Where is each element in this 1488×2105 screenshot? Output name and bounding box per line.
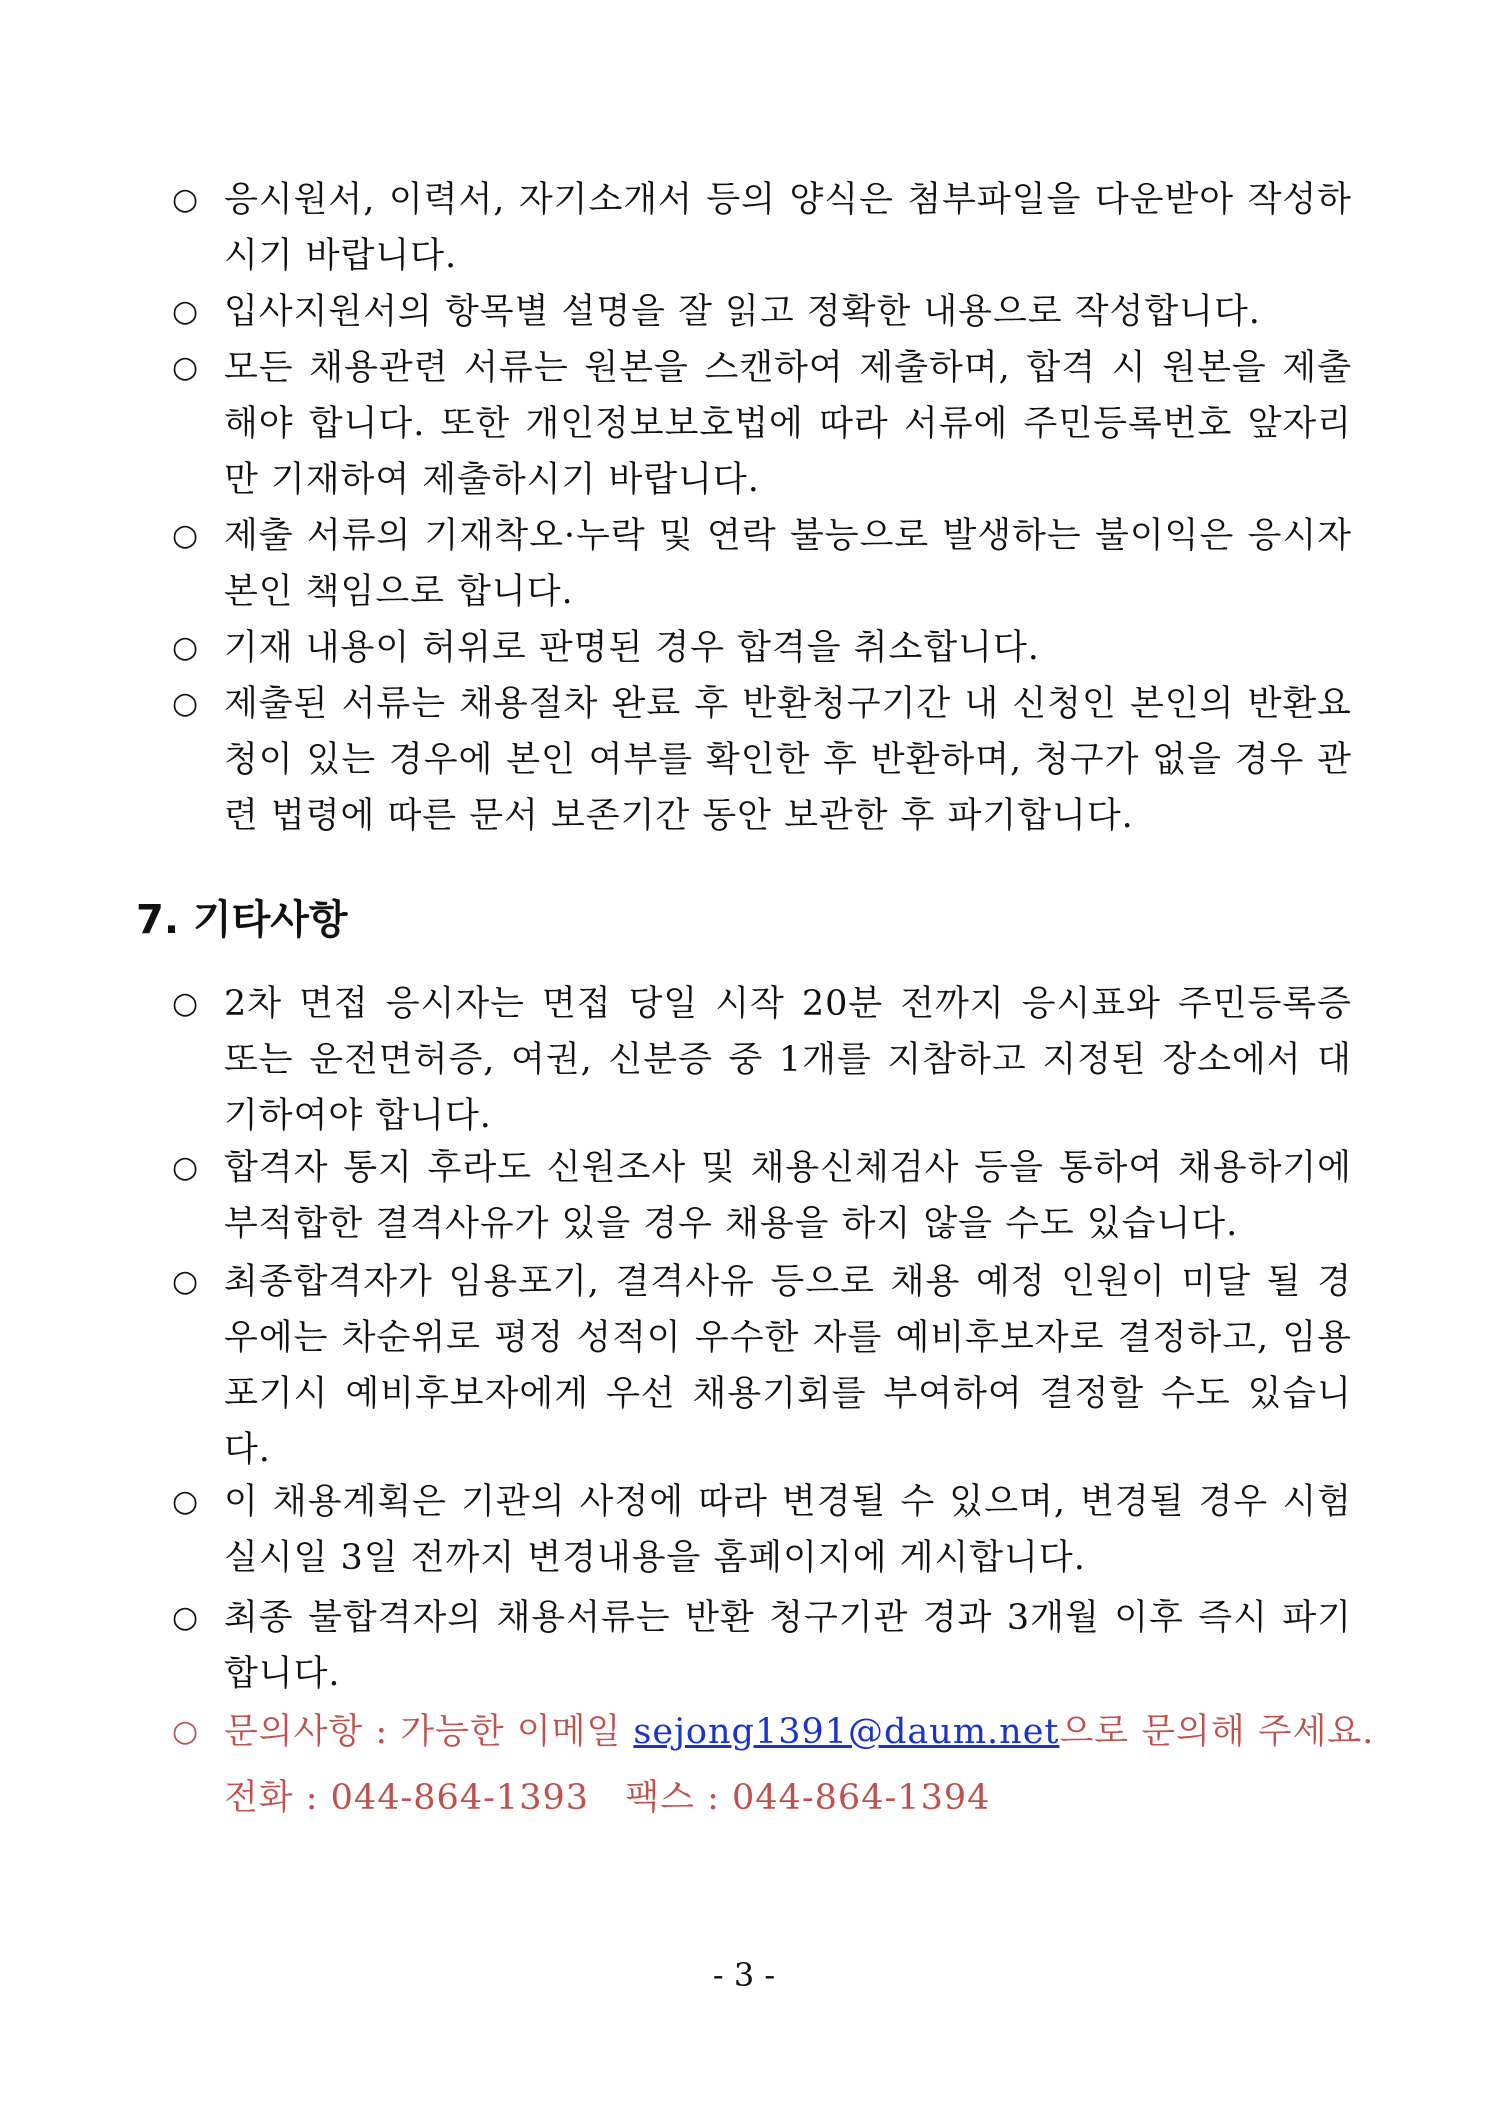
list-item-text: 이 채용계획은 기관의 사정에 따라 변경될 수 있으며, 변경될 경우 시험실시일 3일 전까지 변경내용을 홈페이지에 게시합니다. [224,1482,1352,1578]
list-item-text: 합격자 통지 후라도 신원조사 및 채용신체검사 등을 통하여 채용하기에 부적합한 결격사유가 있을 경우 채용을 하지 않을 수도 있습니다. [224,1148,1352,1244]
list-item-text: 제출 서류의 기재착오·누락 및 연락 불능으로 발생하는 불이익은 응시자 본인 책임으로 합니다. [224,516,1352,612]
contact-phone [172,1770,990,1826]
page-number: - 3 - [712,1956,776,1994]
contact-suffix: 으로 문의해 주세요. [1059,1712,1375,1752]
list-item [172,340,1352,508]
email-link[interactable]: sejong1391@daum.net [633,1712,1060,1752]
contact-phone-line: 전화 : 044-864-1393 팩스 : 044-864-1394 [224,1778,991,1818]
bullet-icon: ○ [172,1714,200,1749]
list-item-text: 최종 불합격자의 채용서류는 반환 청구기관 경과 3개월 이후 즉시 파기합니다. [224,1598,1352,1694]
list-item [172,508,1352,620]
bullet-icon: ○ [172,1264,200,1299]
bullet-icon: ○ [172,630,200,665]
bullet-icon: ○ [172,986,200,1021]
list-item-text: 모든 채용관련 서류는 원본을 스캔하여 제출하며, 합격 시 원본을 제출해야 합니다. 또한 개인정보보호법에 따라 서류에 주민등록번호 앞자리만 기재하여 제출하시기 바랍니다. [224,348,1352,500]
list-item [172,976,1352,1144]
list-item [172,1474,1352,1586]
list-item [172,1254,1352,1478]
bullet-icon: ○ [172,1150,200,1185]
contact-email-line [224,1704,1374,1760]
list-item-text: 기재 내용이 허위로 판명된 경우 합격을 취소합니다. [224,628,1040,668]
list-item [172,1140,1352,1252]
bullet-icon: ○ [172,1600,200,1635]
list-item-text: 응시원서, 이력서, 자기소개서 등의 양식은 첨부파일을 다운받아 작성하시기 바랍니다. [224,180,1352,276]
bullet-icon: ○ [172,1484,200,1519]
list-item-text: 제출된 서류는 채용절차 완료 후 반환청구기간 내 신청인 본인의 반환요청이 있는 경우에 본인 여부를 확인한 후 반환하며, 청구가 없을 경우 관련 법령에 따른 문서 보존기간 동안 보관한 후 파기합니다. [224,684,1352,836]
list-item [172,1590,1352,1702]
list-item-text: 입사지원서의 항목별 설명을 잘 읽고 정확한 내용으로 작성합니다. [224,292,1261,332]
list-item-text: 최종합격자가 임용포기, 결격사유 등으로 채용 예정 인원이 미달 될 경우에는 차순위로 평정 성적이 우수한 자를 예비후보자로 결정하고, 임용포기시 예비후보자에게 우선 채용기회를 부여하여 결정할 수도 있습니다. [224,1262,1352,1470]
section-heading: 7. 기타사항 [136,897,348,943]
bullet-icon: ○ [172,686,200,721]
bullet-icon: ○ [172,518,200,553]
bullet-icon: ○ [172,294,200,329]
bullet-icon: ○ [172,350,200,385]
contact-prefix: 문의사항 : 가능한 이메일 [224,1712,634,1752]
contact-info [172,1704,1374,1760]
list-item-text: 2차 면접 응시자는 면접 당일 시작 20분 전까지 응시표와 주민등록증 또는 운전면허증, 여권, 신분증 중 1개를 지참하고 지정된 장소에서 대기하여야 합니다. [224,984,1352,1136]
list-item [172,284,1352,340]
bullet-icon: ○ [172,182,200,217]
list-item [172,620,1352,676]
list-item [172,676,1352,844]
list-item [172,172,1352,284]
